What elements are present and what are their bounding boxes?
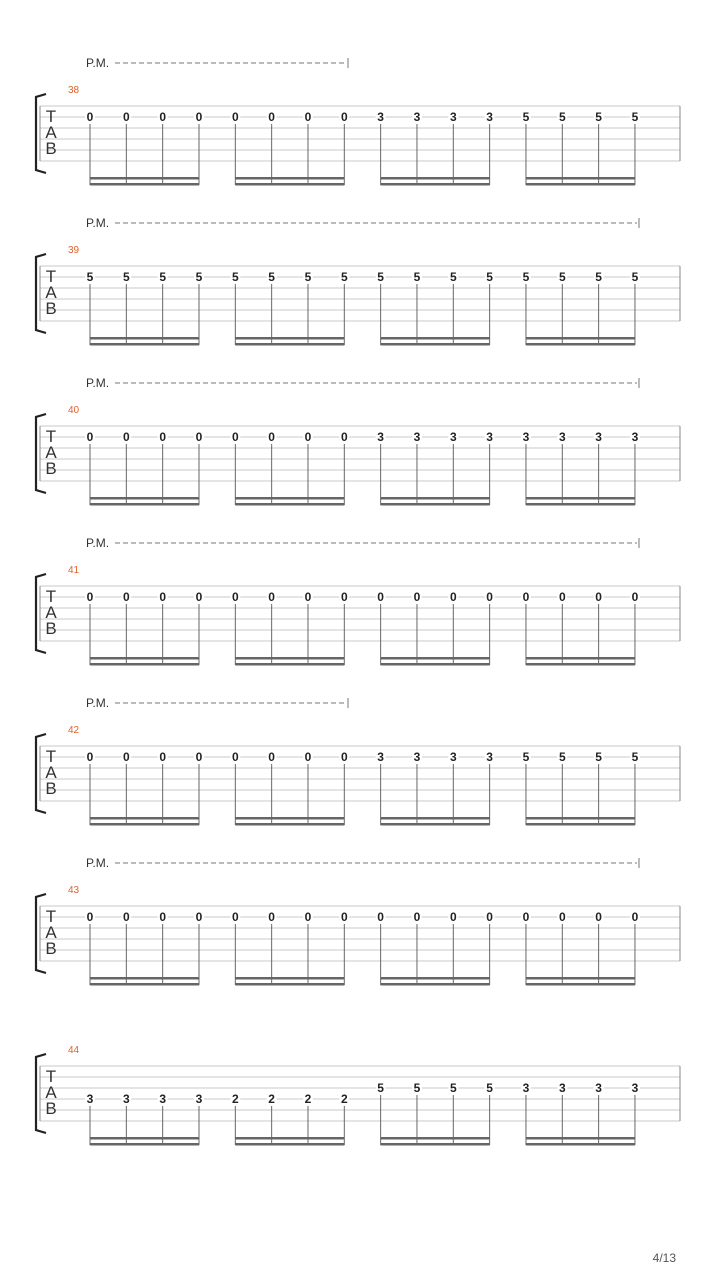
beam: [381, 663, 490, 666]
fret-number: 2: [340, 1092, 348, 1106]
beam: [235, 337, 344, 340]
beam: [526, 817, 635, 820]
tab-clef-letter: T: [45, 747, 57, 766]
fret-number: 3: [631, 1081, 639, 1095]
fret-number: 0: [231, 110, 239, 124]
fret-number: 3: [522, 1081, 530, 1095]
fret-number: 0: [159, 590, 167, 604]
fret-number: 0: [86, 910, 94, 924]
fret-number: 5: [522, 270, 530, 284]
fret-number: 3: [486, 110, 493, 124]
beam: [381, 823, 490, 826]
measure-number: 44: [68, 1045, 80, 1056]
fret-number: 0: [159, 910, 167, 924]
beam: [526, 1143, 635, 1146]
fret-number: 5: [522, 110, 530, 124]
fret-number: 5: [268, 270, 275, 284]
fret-number: 5: [449, 1081, 457, 1095]
fret-number: 5: [195, 270, 203, 284]
fret-number: 5: [377, 270, 384, 284]
tab-clef-letter: A: [45, 923, 57, 942]
beam: [526, 823, 635, 826]
fret-number: 0: [413, 910, 421, 924]
fret-number: 0: [86, 430, 94, 444]
fret-number: 5: [122, 270, 130, 284]
fret-number: 5: [558, 270, 566, 284]
fret-number: 3: [486, 430, 493, 444]
fret-number: 0: [122, 110, 130, 124]
fret-number: 0: [486, 910, 493, 924]
beam: [235, 977, 344, 980]
beam: [90, 1143, 199, 1146]
fret-number: 0: [86, 110, 94, 124]
fret-number: 0: [195, 910, 203, 924]
beam: [381, 657, 490, 660]
fret-number: 0: [268, 430, 275, 444]
palm-mute-label: P.M.: [86, 536, 110, 550]
fret-number: 5: [631, 270, 639, 284]
fret-number: 5: [413, 270, 421, 284]
fret-number: 5: [595, 270, 602, 284]
fret-number: 5: [522, 750, 530, 764]
beam: [90, 663, 199, 666]
fret-number: 3: [449, 750, 457, 764]
beam: [235, 177, 344, 180]
fret-number: 3: [449, 110, 457, 124]
beam: [526, 497, 635, 500]
fret-number: 0: [340, 910, 348, 924]
beam: [526, 663, 635, 666]
beam: [381, 1137, 490, 1140]
beam: [381, 343, 490, 346]
beam: [526, 337, 635, 340]
beam: [381, 177, 490, 180]
beam: [235, 657, 344, 660]
fret-number: 3: [595, 1081, 602, 1095]
tab-clef-letter: B: [45, 1099, 57, 1118]
fret-number: 5: [304, 270, 312, 284]
fret-number: 3: [413, 110, 421, 124]
beam: [90, 1137, 199, 1140]
fret-number: 3: [413, 750, 421, 764]
measure-number: 42: [68, 725, 80, 736]
beam: [381, 497, 490, 500]
beam: [235, 1137, 344, 1140]
fret-number: 0: [86, 590, 94, 604]
beam: [90, 817, 199, 820]
tab-clef-letter: A: [45, 603, 57, 622]
beam: [381, 817, 490, 820]
fret-number: 0: [231, 430, 239, 444]
fret-number: 5: [86, 270, 94, 284]
fret-number: 0: [195, 750, 203, 764]
tab-clef-letter: B: [45, 299, 57, 318]
palm-mute-label: P.M.: [86, 216, 110, 230]
fret-number: 3: [195, 1092, 203, 1106]
beam: [90, 497, 199, 500]
fret-number: 0: [449, 590, 457, 604]
fret-number: 0: [340, 750, 348, 764]
beam: [526, 183, 635, 186]
fret-number: 0: [268, 110, 275, 124]
fret-number: 0: [486, 590, 493, 604]
fret-number: 3: [558, 1081, 566, 1095]
beam: [381, 977, 490, 980]
beam: [381, 983, 490, 986]
fret-number: 3: [377, 110, 384, 124]
fret-number: 0: [558, 590, 566, 604]
fret-number: 0: [377, 590, 384, 604]
fret-number: 0: [195, 590, 203, 604]
fret-number: 0: [340, 430, 348, 444]
fret-number: 0: [195, 430, 203, 444]
tab-clef-letter: A: [45, 123, 57, 142]
fret-number: 0: [413, 590, 421, 604]
measure-number: 41: [68, 565, 80, 576]
fret-number: 0: [268, 910, 275, 924]
beam: [90, 657, 199, 660]
fret-number: 0: [522, 590, 530, 604]
beam: [235, 1143, 344, 1146]
fret-number: 0: [304, 590, 312, 604]
beam: [235, 823, 344, 826]
fret-number: 0: [522, 910, 530, 924]
palm-mute-label: P.M.: [86, 56, 110, 70]
fret-number: 3: [595, 430, 602, 444]
beam: [90, 503, 199, 506]
fret-number: 0: [122, 590, 130, 604]
tab-clef-letter: B: [45, 779, 57, 798]
beam: [90, 983, 199, 986]
page-number: 4/13: [652, 1251, 676, 1265]
fret-number: 2: [304, 1092, 312, 1106]
fret-number: 5: [558, 750, 566, 764]
tab-clef-letter: A: [45, 1083, 57, 1102]
fret-number: 3: [122, 1092, 130, 1106]
fret-number: 0: [304, 750, 312, 764]
fret-number: 5: [413, 1081, 421, 1095]
fret-number: 0: [304, 430, 312, 444]
fret-number: 0: [449, 910, 457, 924]
fret-number: 0: [122, 910, 130, 924]
fret-number: 5: [231, 270, 239, 284]
palm-mute-label: P.M.: [86, 696, 110, 710]
fret-number: 0: [340, 110, 348, 124]
beam: [526, 977, 635, 980]
fret-number: 3: [631, 430, 639, 444]
fret-number: 3: [449, 430, 457, 444]
measure-number: 43: [68, 885, 80, 896]
tab-clef-letter: B: [45, 939, 57, 958]
fret-number: 0: [595, 910, 602, 924]
tab-clef-letter: T: [45, 1067, 57, 1086]
fret-number: 0: [231, 750, 239, 764]
fret-number: 3: [486, 750, 493, 764]
fret-number: 5: [486, 270, 493, 284]
fret-number: 5: [595, 110, 602, 124]
fret-number: 3: [86, 1092, 94, 1106]
beam: [90, 823, 199, 826]
fret-number: 5: [449, 270, 457, 284]
beam: [235, 497, 344, 500]
fret-number: 0: [159, 750, 167, 764]
fret-number: 3: [159, 1092, 167, 1106]
fret-number: 5: [631, 110, 639, 124]
fret-number: 0: [268, 750, 275, 764]
beam: [381, 337, 490, 340]
fret-number: 0: [122, 430, 130, 444]
fret-number: 5: [159, 270, 167, 284]
tab-clef-letter: A: [45, 443, 57, 462]
tab-clef-letter: T: [45, 587, 57, 606]
beam: [381, 183, 490, 186]
beam: [90, 337, 199, 340]
fret-number: 0: [268, 590, 275, 604]
measure-number: 38: [68, 85, 80, 96]
tab-clef-letter: T: [45, 267, 57, 286]
fret-number: 3: [558, 430, 566, 444]
beam: [526, 657, 635, 660]
beam: [526, 343, 635, 346]
fret-number: 3: [522, 430, 530, 444]
beam: [90, 343, 199, 346]
palm-mute-label: P.M.: [86, 856, 110, 870]
beam: [235, 817, 344, 820]
fret-number: 0: [558, 910, 566, 924]
fret-number: 0: [86, 750, 94, 764]
fret-number: 0: [595, 590, 602, 604]
fret-number: 0: [631, 590, 639, 604]
measure-number: 39: [68, 245, 80, 256]
fret-number: 5: [486, 1081, 493, 1095]
fret-number: 0: [340, 590, 348, 604]
fret-number: 2: [268, 1092, 275, 1106]
tab-clef-letter: B: [45, 139, 57, 158]
beam: [235, 983, 344, 986]
beam: [526, 503, 635, 506]
tab-clef-letter: B: [45, 619, 57, 638]
beam: [90, 177, 199, 180]
fret-number: 0: [231, 590, 239, 604]
beam: [235, 183, 344, 186]
fret-number: 3: [413, 430, 421, 444]
palm-mute-label: P.M.: [86, 376, 110, 390]
fret-number: 0: [231, 910, 239, 924]
tab-clef-letter: A: [45, 283, 57, 302]
fret-number: 3: [377, 430, 384, 444]
fret-number: 5: [631, 750, 639, 764]
tab-clef-letter: B: [45, 459, 57, 478]
tab-clef-letter: T: [45, 427, 57, 446]
fret-number: 5: [595, 750, 602, 764]
fret-number: 2: [231, 1092, 239, 1106]
beam: [526, 983, 635, 986]
beam: [526, 1137, 635, 1140]
fret-number: 0: [122, 750, 130, 764]
beam: [90, 183, 199, 186]
fret-number: 0: [304, 110, 312, 124]
fret-number: 5: [377, 1081, 384, 1095]
beam: [381, 503, 490, 506]
fret-number: 0: [631, 910, 639, 924]
fret-number: 5: [558, 110, 566, 124]
beam: [526, 177, 635, 180]
tab-clef-letter: T: [45, 907, 57, 926]
beam: [90, 977, 199, 980]
fret-number: 0: [304, 910, 312, 924]
fret-number: 0: [377, 910, 384, 924]
beam: [381, 1143, 490, 1146]
fret-number: 5: [340, 270, 348, 284]
fret-number: 3: [377, 750, 384, 764]
fret-number: 0: [195, 110, 203, 124]
fret-number: 0: [159, 430, 167, 444]
tab-clef-letter: T: [45, 107, 57, 126]
tab-clef-letter: A: [45, 763, 57, 782]
beam: [235, 343, 344, 346]
fret-number: 0: [159, 110, 167, 124]
beam: [235, 503, 344, 506]
measure-number: 40: [68, 405, 80, 416]
beam: [235, 663, 344, 666]
